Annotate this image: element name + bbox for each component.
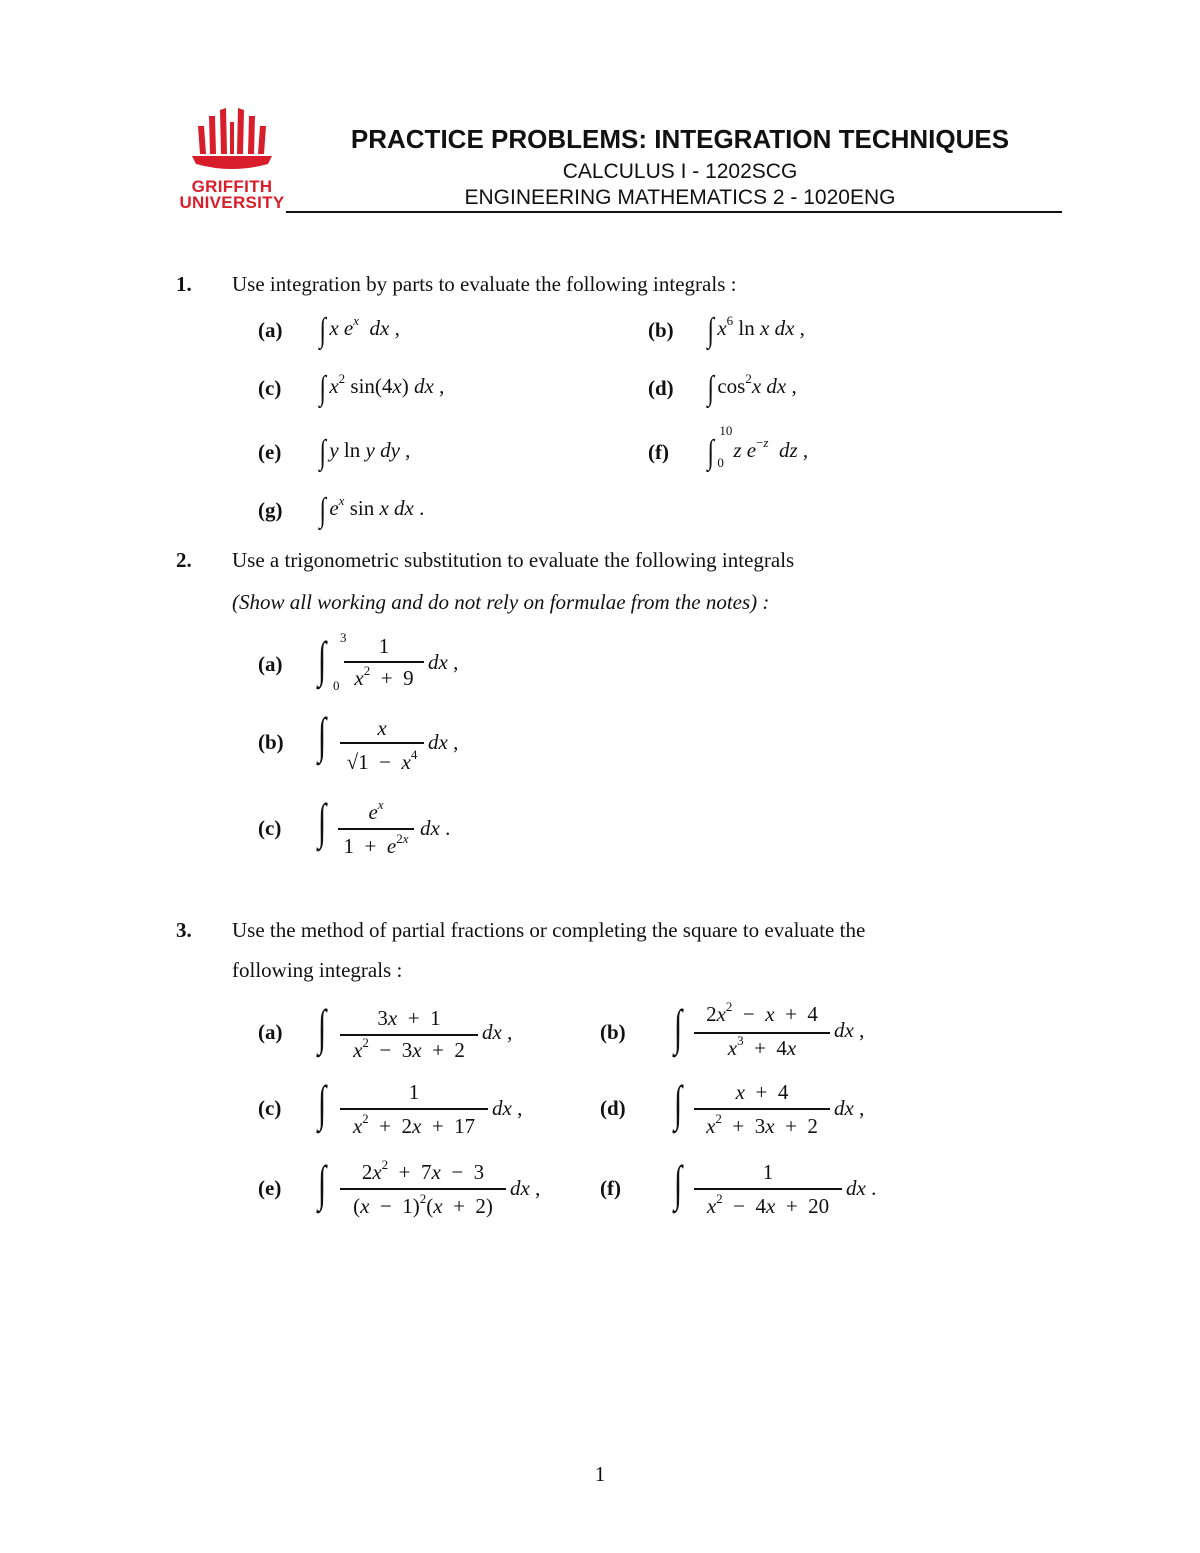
q3-number: 3. [176, 918, 192, 942]
q1b-integral: ∫ $x^6$ ln x dx , [707, 312, 805, 349]
q3e-numerator: $2x^2 + 7x - 3$ [361, 1157, 485, 1184]
university-logo [178, 108, 286, 212]
q3f-fraction-bar [694, 1188, 842, 1190]
q1-label-b: (b) [648, 318, 674, 342]
q3a-denominator: $x^2 - 3x + 2$ [353, 1035, 465, 1062]
q3a-numerator: 3x + 1 [377, 1006, 441, 1030]
q2-text: Use a trigonometric substitution to evaluate the following integrals [232, 548, 795, 572]
q2b-integral-sign: ∫ [318, 707, 327, 763]
q2c-integral-sign: ∫ [318, 793, 327, 849]
q3b-integral-sign: ∫ [674, 999, 683, 1055]
q1-label-d: (d) [648, 376, 674, 400]
logo-line-griffith: GRIFFITH [191, 177, 273, 196]
q1-label-e: (e) [258, 440, 282, 464]
q3d-integral-sign: ∫ [674, 1075, 683, 1131]
logo-line-university: UNIVERSITY [179, 193, 285, 212]
q2b-numerator: x [377, 716, 387, 740]
q3d-denominator: $x^2 + 3x + 2$ [706, 1111, 818, 1138]
q3c-numerator: 1 [408, 1080, 420, 1104]
q3e-denominator: $(x - 1)^2(x + 2)$ [353, 1191, 493, 1218]
logo-icon [192, 108, 272, 174]
course-line-2: ENGINEERING MATHEMATICS 2 - 1020ENG [464, 186, 896, 209]
q2c-dx: dx . [420, 816, 451, 840]
q2b-fraction-bar [340, 742, 424, 744]
q2a-fraction-bar [344, 661, 424, 663]
q3f-numerator: 1 [762, 1160, 774, 1184]
q2-number: 2. [176, 548, 192, 572]
q3b-dx: dx , [834, 1018, 865, 1042]
q3-label-c: (c) [258, 1096, 282, 1120]
q1g-integral: ∫ $e^x$ sin x dx . [319, 492, 425, 529]
q2a-dx: dx , [428, 650, 459, 674]
q3c-integral-sign: ∫ [318, 1075, 327, 1131]
q3d-numerator: x + 4 [735, 1080, 789, 1104]
q1d-integral: ∫ $\cos^2x$ dx , [707, 370, 797, 407]
q3a-fraction-bar [340, 1034, 478, 1036]
q2-label-a: (a) [258, 652, 283, 676]
q2a-denominator: $x^2 + 9$ [354, 663, 414, 690]
q3-label-a: (a) [258, 1020, 283, 1044]
q2c-denominator: $1 + e^{2x}$ [343, 831, 409, 858]
q3e-dx: dx , [510, 1176, 541, 1200]
q2-note: (Show all working and do not rely on formulae from the notes) : [232, 590, 770, 614]
q3d-dx: dx , [834, 1096, 865, 1120]
q1-label-a: (a) [258, 318, 283, 342]
q3b-denominator: $x^3 + 4x$ [727, 1033, 797, 1060]
q3a-integral-sign: ∫ [318, 999, 327, 1055]
q3f-dx: dx . [846, 1176, 877, 1200]
q1-label-g: (g) [258, 498, 283, 522]
page-number: 1 [594, 1462, 606, 1486]
q3b-fraction-bar [694, 1032, 830, 1034]
q3-text-line-1: Use the method of partial fractions or completing the square to evaluate the [232, 918, 866, 942]
q2c-numerator: $e^x$ [368, 797, 384, 824]
q3c-denominator: $x^2 + 2x + 17$ [352, 1111, 476, 1138]
q1-label-f: (f) [648, 440, 669, 464]
q1-text: Use integration by parts to evaluate the following integrals : [232, 272, 737, 296]
q2a-upper-limit: 3 [340, 630, 347, 645]
course-line-1: CALCULUS I - 1202SCG [562, 160, 798, 183]
q1-number: 1. [176, 272, 192, 296]
header-rule [286, 211, 1062, 213]
q2-label-c: (c) [258, 816, 282, 840]
q1a-integral: ∫ x $e^x$ dx , [319, 312, 400, 349]
q3f-integral-sign: ∫ [674, 1155, 683, 1211]
q3-label-e: (e) [258, 1176, 282, 1200]
q3b-numerator: $2x^2 - x + 4$ [706, 999, 818, 1026]
q2a-integral-sign: ∫ [318, 631, 327, 687]
q3-label-f: (f) [600, 1176, 621, 1200]
q3a-dx: dx , [482, 1020, 513, 1044]
q2-label-b: (b) [258, 730, 284, 754]
q3c-fraction-bar [340, 1108, 488, 1110]
q1f-integral: ∫ 10 0 z $e^{-z}$ dz , [707, 423, 809, 471]
q3f-denominator: $x^2 - 4x + 20$ [706, 1191, 830, 1218]
q3d-fraction-bar [694, 1108, 830, 1110]
q3e-fraction-bar [340, 1188, 506, 1190]
q3-text-line-2: following integrals : [232, 958, 403, 982]
q1-label-c: (c) [258, 376, 282, 400]
q3-label-d: (d) [600, 1096, 626, 1120]
page-title: PRACTICE PROBLEMS: INTEGRATION TECHNIQUES [350, 124, 1010, 154]
q1e-integral: ∫ y ln y dy , [319, 434, 411, 471]
q3e-integral-sign: ∫ [318, 1155, 327, 1211]
q3c-dx: dx , [492, 1096, 523, 1120]
q2a-numerator: 1 [378, 634, 390, 658]
q2a-lower-limit: 0 [333, 678, 340, 693]
q1c-integral: ∫ $x^2$ sin(4x) dx , [319, 370, 445, 407]
q2b-dx: dx , [428, 730, 459, 754]
q2c-fraction-bar [338, 828, 414, 830]
q3-label-b: (b) [600, 1020, 626, 1044]
q2b-denominator: $√1 - x^4$ [346, 747, 418, 774]
